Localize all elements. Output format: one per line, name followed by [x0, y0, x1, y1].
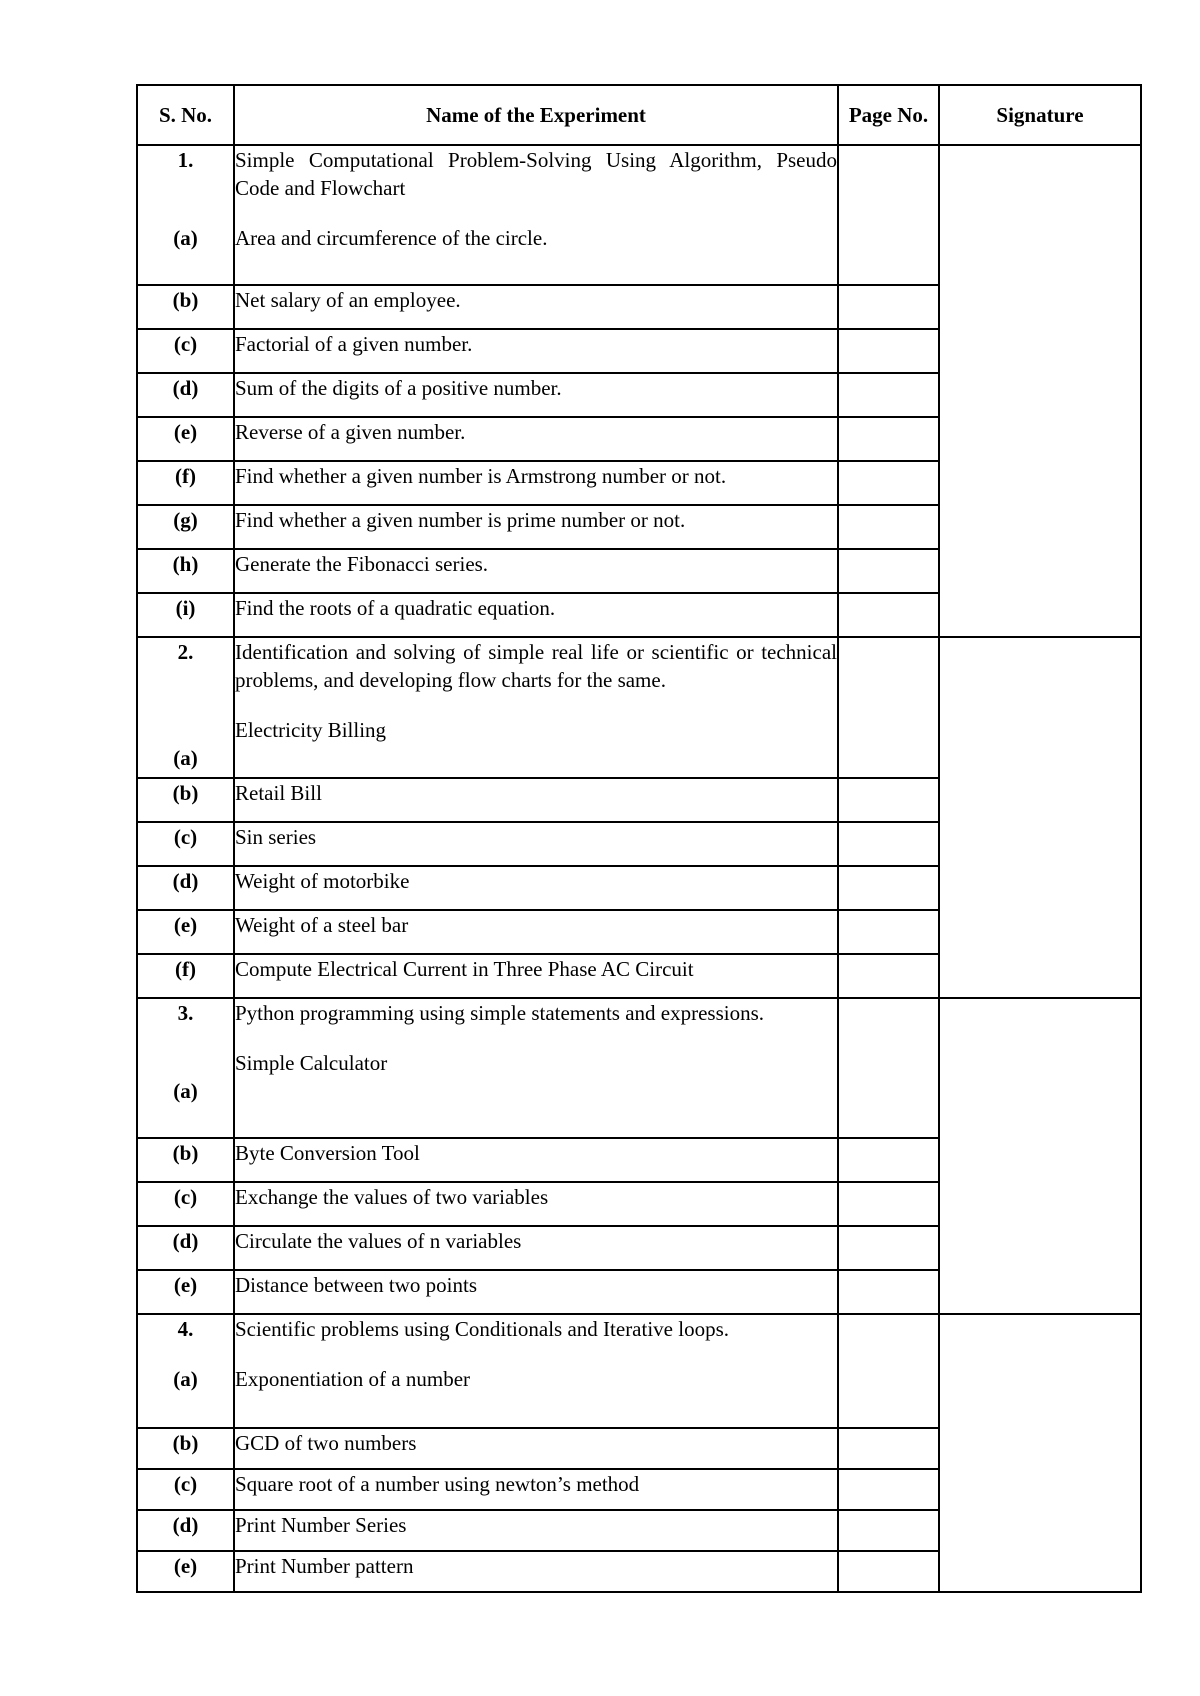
item-label: (d) — [137, 1226, 234, 1270]
item-label: (d) — [137, 866, 234, 910]
signature-cell — [939, 145, 1141, 637]
page-number-cell — [838, 593, 939, 637]
page-number-cell — [838, 1314, 939, 1428]
item-label: (b) — [137, 1138, 234, 1182]
item-text: Electricity Billing — [235, 718, 387, 742]
item-label: (a) — [173, 746, 198, 770]
page-number-cell — [838, 822, 939, 866]
page-number-cell — [838, 1270, 939, 1314]
item-label: (c) — [137, 1182, 234, 1226]
item-label: (f) — [137, 461, 234, 505]
group-number: 1. — [177, 148, 194, 172]
page-number-cell — [838, 910, 939, 954]
item-label: (a) — [173, 1079, 198, 1103]
item-text: Byte Conversion Tool — [234, 1138, 838, 1182]
page-number-cell — [838, 461, 939, 505]
row-number-cell — [137, 1314, 234, 1428]
header-page: Page No. — [838, 85, 939, 145]
table-row — [137, 1314, 1141, 1428]
row-number-cell — [137, 998, 234, 1138]
item-text: Compute Electrical Current in Three Phase AC Circuit — [234, 954, 838, 998]
item-label: (b) — [137, 285, 234, 329]
item-label: (c) — [137, 822, 234, 866]
page-number-cell — [838, 505, 939, 549]
item-label: (b) — [137, 778, 234, 822]
item-label: (g) — [137, 505, 234, 549]
item-label: (d) — [137, 373, 234, 417]
signature-cell — [939, 1314, 1141, 1592]
page-number-cell — [838, 1551, 939, 1592]
item-text: Circulate the values of n variables — [234, 1226, 838, 1270]
item-text: GCD of two numbers — [234, 1428, 838, 1469]
row-number-cell — [137, 637, 234, 778]
item-label: (h) — [137, 549, 234, 593]
page-number-cell — [838, 1138, 939, 1182]
item-text: Sin series — [234, 822, 838, 866]
page-number-cell — [838, 1226, 939, 1270]
item-label: (e) — [137, 1551, 234, 1592]
page-number-cell — [838, 778, 939, 822]
group-number: 2. — [177, 640, 194, 664]
item-label: (f) — [137, 954, 234, 998]
page-number-cell — [838, 285, 939, 329]
page-number-cell — [838, 373, 939, 417]
page-number-cell — [838, 329, 939, 373]
page-number-cell — [838, 417, 939, 461]
table-row — [137, 998, 1141, 1138]
item-text: Simple Calculator — [235, 1051, 388, 1075]
signature-cell — [939, 998, 1141, 1314]
page-number-cell — [838, 954, 939, 998]
page-number-cell — [838, 549, 939, 593]
item-label: (i) — [137, 593, 234, 637]
item-text: Print Number pattern — [234, 1551, 838, 1592]
item-text: Net salary of an employee. — [234, 285, 838, 329]
page-number-cell — [838, 145, 939, 285]
item-label: (c) — [137, 329, 234, 373]
item-text: Weight of a steel bar — [234, 910, 838, 954]
item-text: Exchange the values of two variables — [234, 1182, 838, 1226]
item-label: (e) — [137, 910, 234, 954]
item-text: Distance between two points — [234, 1270, 838, 1314]
page-number-cell — [838, 1428, 939, 1469]
item-label: (a) — [173, 1367, 198, 1391]
experiment-name-cell — [234, 637, 838, 778]
experiment-name-cell — [234, 1314, 838, 1428]
item-label: (e) — [137, 417, 234, 461]
page-number-cell — [838, 1469, 939, 1510]
page-number-cell — [838, 1510, 939, 1551]
item-text: Weight of motorbike — [234, 866, 838, 910]
item-text: Find the roots of a quadratic equation. — [234, 593, 838, 637]
item-label: (b) — [137, 1428, 234, 1469]
item-label: (a) — [173, 226, 198, 250]
header-name: Name of the Experiment — [234, 85, 838, 145]
item-text: Exponentiation of a number — [235, 1367, 471, 1391]
table-row — [137, 637, 1141, 778]
page-number-cell — [838, 866, 939, 910]
signature-cell — [939, 637, 1141, 998]
page-number-cell — [838, 637, 939, 778]
item-text: Factorial of a given number. — [234, 329, 838, 373]
group-title: Identification and solving of simple real life or scientific or technical problems, and developing flow charts for the same. — [235, 640, 837, 692]
item-text: Area and circumference of the circle. — [235, 226, 548, 250]
experiment-name-cell — [234, 145, 838, 285]
group-number: 3. — [177, 1001, 194, 1025]
item-text: Print Number Series — [234, 1510, 838, 1551]
item-text: Find whether a given number is Armstrong number or not. — [234, 461, 838, 505]
group-title: Simple Computational Problem-Solving Using Algorithm, Pseudo Code and Flowchart — [235, 148, 837, 200]
row-number-cell — [137, 145, 234, 285]
item-text: Generate the Fibonacci series. — [234, 549, 838, 593]
item-label: (c) — [137, 1469, 234, 1510]
page-number-cell — [838, 1182, 939, 1226]
header-sno: S. No. — [137, 85, 234, 145]
experiment-name-cell — [234, 998, 838, 1138]
item-text: Square root of a number using newton’s method — [234, 1469, 838, 1510]
item-label: (d) — [137, 1510, 234, 1551]
item-label: (e) — [137, 1270, 234, 1314]
item-text: Sum of the digits of a positive number. — [234, 373, 838, 417]
header-signature: Signature — [939, 85, 1141, 145]
group-title: Scientific problems using Conditionals and Iterative loops. — [235, 1317, 730, 1341]
item-text: Find whether a given number is prime number or not. — [234, 505, 838, 549]
page-number-cell — [838, 998, 939, 1138]
header-row — [137, 85, 1141, 145]
item-text: Retail Bill — [234, 778, 838, 822]
group-number: 4. — [177, 1317, 194, 1341]
item-text: Reverse of a given number. — [234, 417, 838, 461]
table-row — [137, 145, 1141, 285]
experiment-index-table — [136, 84, 1142, 1593]
group-title: Python programming using simple statements and expressions. — [235, 1001, 765, 1025]
